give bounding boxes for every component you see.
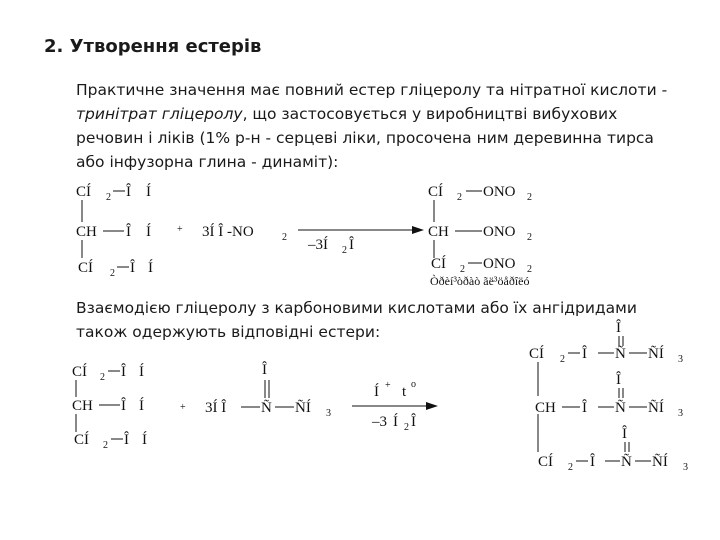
r2-reagent-sub: 3 [326,408,331,419]
r1-row1-h: Í [146,184,151,200]
r1-row2-o: Î [126,224,131,240]
r1-plus: + [177,224,183,235]
r1-row3-o: Î [130,260,135,276]
r1p-row1-ono: ONO [483,184,516,200]
r2p-o2: Î [616,372,621,388]
r2-cond-plus: + [385,380,391,391]
r2-arrow-label-sub: 2 [404,422,409,433]
r1p-row2-sub2: 2 [527,232,532,243]
r2-plus: + [180,402,186,413]
r2-row1-h: Í [139,364,144,380]
r1-row3-ch2: CÍ [78,260,93,276]
r2p-row2-c: Ñ [615,400,626,416]
r2-arrow-head [426,402,438,410]
r2p-row2-ch: CH [535,400,556,416]
r2-row3-ch2: CÍ [74,432,89,448]
para1-italic-term: тринітрат гліцеролу [76,105,243,123]
r1p-row3-ono: ONO [483,256,516,272]
r2-arrow-label: –3 [372,414,387,430]
r2-arrow-label-h: Í [393,414,398,430]
r2p-row2-ch3: ÑÍ [648,400,664,416]
r2p-row3-ch2: CÍ [538,454,553,470]
r1-arrow-label-end: Î [349,237,354,253]
r2p-row3-c: Ñ [621,454,632,470]
para1-text-after: , що застосовується у виробництві вибухових речовин і ліків (1% р-н - серцеві ліки, просочена ним деревинна тирса або інфузорна глина - динаміт): [76,105,654,171]
r2-cond-deg: o [411,379,416,390]
r2p-row1-o: Î [582,346,587,362]
r1p-row2-ono: ONO [483,224,516,240]
r2-cond-t: t [402,384,407,400]
r2-row2-o: Î [121,398,126,414]
r2-arrow-label-end: Î [411,414,416,430]
r2p-row2-sub3: 3 [678,408,683,419]
r2p-row2-o: Î [582,400,587,416]
r2-reagent-c: Ñ [261,400,272,416]
reaction2-acetic-acid [205,361,331,419]
r1p-row3-sub2: 2 [527,264,532,275]
r2p-row1-ch2: CÍ [529,346,544,362]
r2p-row1-sub: 2 [560,354,565,365]
r2-row1-o: Î [121,364,126,380]
reaction2-arrow [352,379,438,433]
r2p-o3: Î [622,426,627,442]
r2-row3-o: Î [124,432,129,448]
r1-row1-o: Î [126,184,131,200]
r2p-row3-sub: 2 [568,462,573,473]
r1-reagent-sub: 2 [282,232,287,243]
r2-row3-sub: 2 [103,440,108,451]
r2p-row3-sub3: 3 [683,462,688,473]
r2-row3-h: Í [142,432,147,448]
r1-arrow-label-sub: 2 [342,245,347,256]
r2p-row3-o: Î [590,454,595,470]
r2-row1-sub: 2 [100,372,105,383]
r2-row2-h: Í [139,398,144,414]
r2p-o1: Î [616,320,621,336]
paragraph-carboxylic: Взаємодією гліцеролу з карбоновими кислотами або їх ангідридами також одержують відповідні естери: [76,299,637,341]
r1p-caption: Òðèí³òðàò ãë³öåðîëó [430,274,530,288]
r1p-row1-ch2: CÍ [428,184,443,200]
reaction1-arrow [298,226,424,256]
r2p-row1-sub3: 3 [678,354,683,365]
r1-row2-ch: CH [76,224,97,240]
r1-row1-sub: 2 [106,192,111,203]
reaction2-product [529,319,688,473]
r1-row3-h: Í [148,260,153,276]
r2-row1-ch2: CÍ [72,364,87,380]
r1-row2-h: Í [146,224,151,240]
r1-row1-ch2: CÍ [76,184,91,200]
r1p-row3-ch2: CÍ [431,256,446,272]
r1p-row1-sub: 2 [457,192,462,203]
r2-cond-h: Í [374,384,379,400]
reaction2-glycerol [72,363,147,451]
r1p-row3-sub: 2 [460,264,465,275]
section-title: 2. Утворення естерів [44,36,262,57]
reaction1-nitric-acid [202,223,287,243]
r2-reagent-d: ÑÍ [295,400,311,416]
reaction1-product [428,183,532,288]
r2p-row1-c: Ñ [615,346,626,362]
r1-reagent: 3Í Î -NO [202,224,254,240]
r1-arrow-head [412,226,424,234]
para1-text-before: Практичне значення має повний естер гліцеролу та нітратної кислоти - [76,81,668,99]
r1-row3-sub: 2 [110,268,115,279]
r1-arrow-label: –3Í [308,237,328,253]
r2p-row3-ch3: ÑÍ [652,454,668,470]
r2-reagent-a: 3Í Î [205,400,227,416]
r2p-row1-ch3: ÑÍ [648,346,664,362]
r2-reagent-o: Î [262,362,267,378]
reaction1-glycerol [76,183,153,279]
r2-row2-ch: CH [72,398,93,414]
r1p-row2-ch: CH [428,224,449,240]
r1p-row1-sub2: 2 [527,192,532,203]
